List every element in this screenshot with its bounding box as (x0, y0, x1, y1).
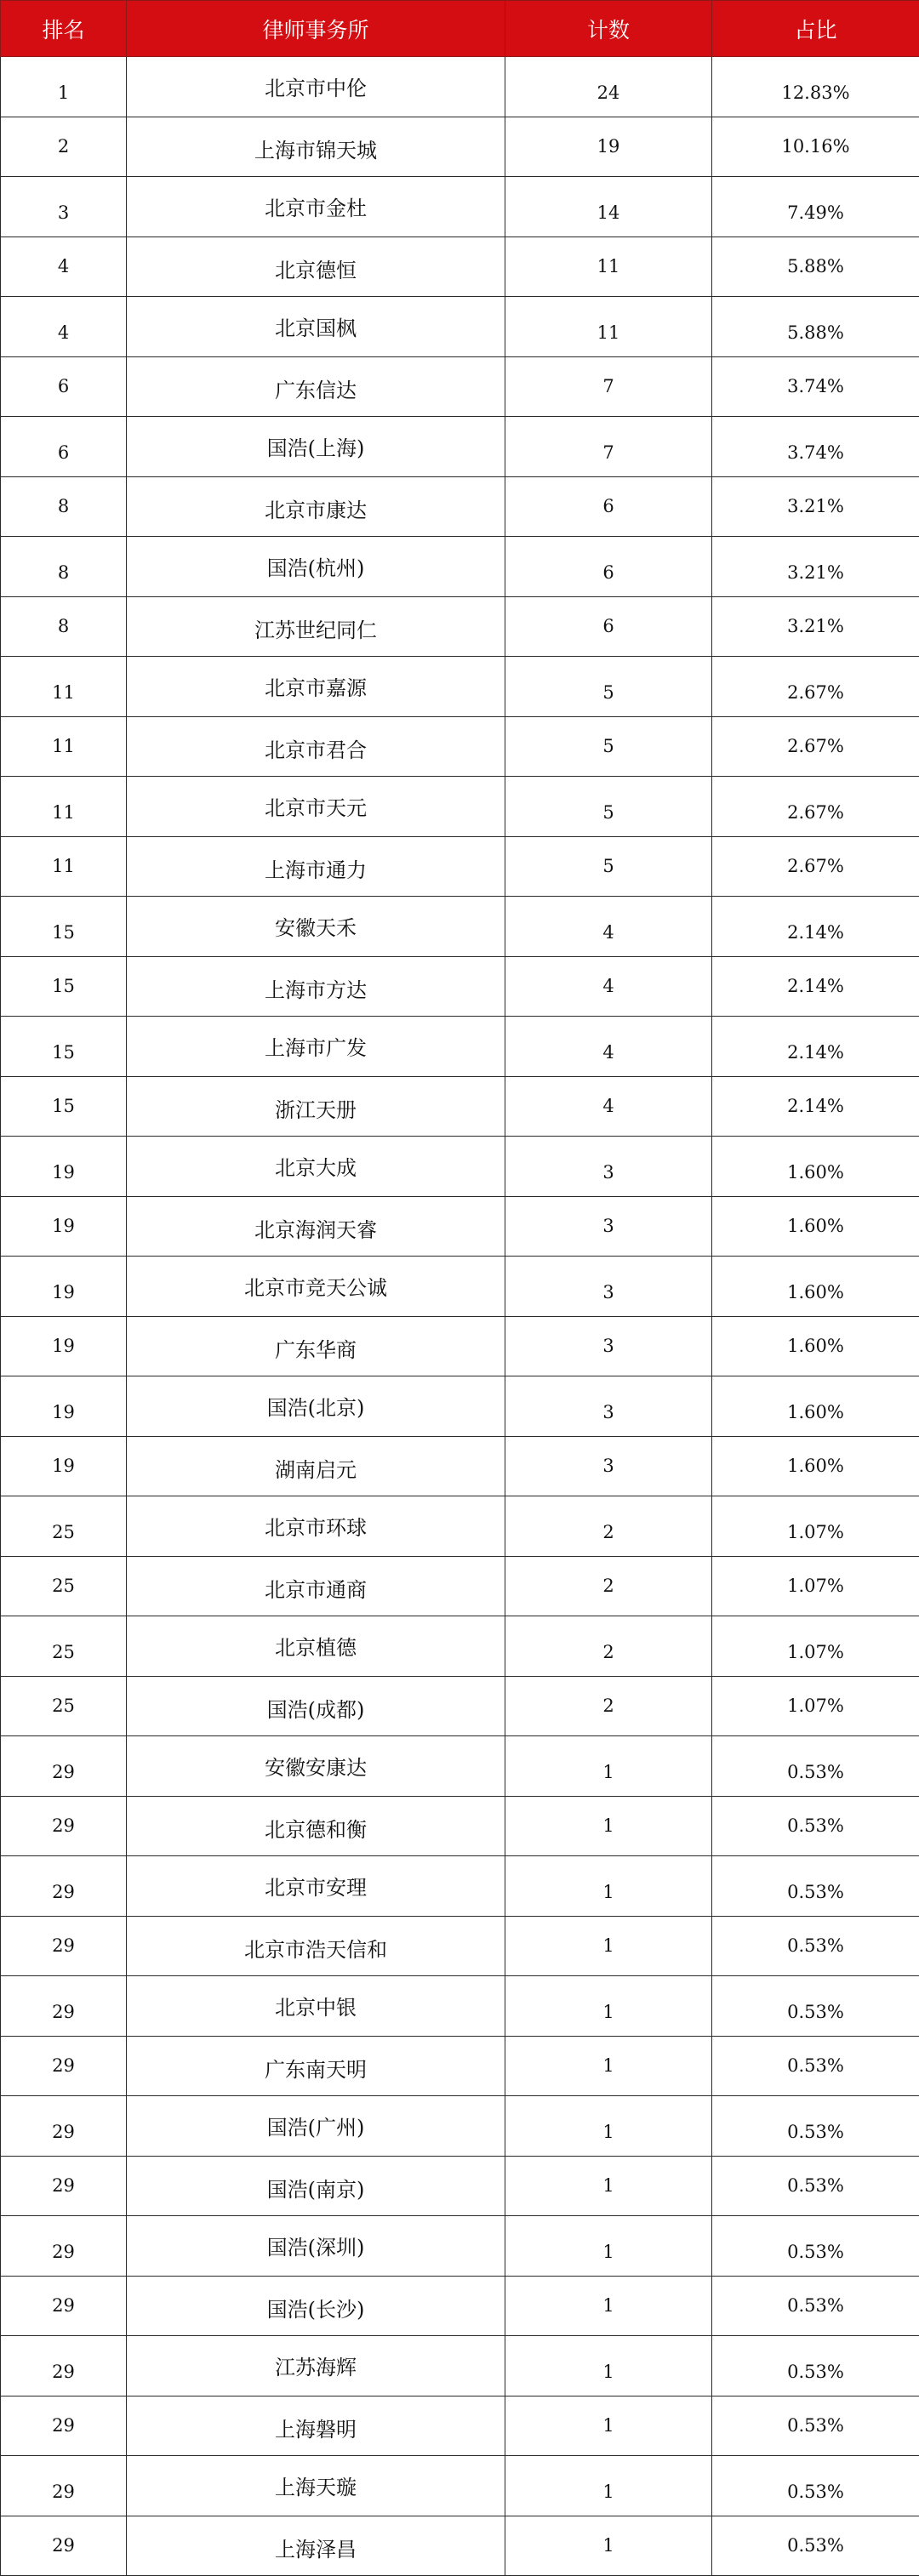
rank-cell: 29 (1, 2516, 127, 2576)
rank-cell: 11 (1, 657, 127, 717)
firm-cell: 上海泽昌 (127, 2516, 505, 2576)
firm-cell: 安徽天禾 (127, 897, 505, 957)
rank-cell: 8 (1, 476, 127, 537)
rank-cell: 3 (1, 177, 127, 237)
table-row (1, 1496, 919, 1557)
count-cell: 2 (505, 1676, 712, 1736)
firm-cell: 上海市方达 (127, 956, 505, 1017)
pct-cell: 0.53% (712, 2156, 919, 2216)
rank-cell: 29 (1, 2336, 127, 2396)
pct-cell: 0.53% (712, 2276, 919, 2336)
count-cell: 5 (505, 836, 712, 897)
rank-cell: 8 (1, 596, 127, 657)
rank-cell: 19 (1, 1376, 127, 1437)
firm-cell: 江苏世纪同仁 (127, 596, 505, 657)
firm-cell: 北京大成 (127, 1137, 505, 1197)
count-cell: 4 (505, 897, 712, 957)
pct-cell: 0.53% (712, 2096, 919, 2157)
rank-cell: 19 (1, 1196, 127, 1257)
pct-cell: 0.53% (712, 2516, 919, 2576)
firm-cell: 国浩(南京) (127, 2156, 505, 2216)
rank-cell: 8 (1, 537, 127, 597)
pct-cell: 0.53% (712, 2336, 919, 2396)
table-row (1, 2156, 919, 2216)
count-cell: 6 (505, 537, 712, 597)
pct-cell: 3.21% (712, 596, 919, 657)
table-row (1, 2276, 919, 2336)
table-row (1, 897, 919, 957)
count-cell: 1 (505, 2276, 712, 2336)
firm-cell: 广东南天明 (127, 2036, 505, 2096)
table-row (1, 57, 919, 117)
rank-cell: 29 (1, 1796, 127, 1856)
table-row (1, 1376, 919, 1437)
table-row (1, 237, 919, 297)
rank-cell: 29 (1, 1916, 127, 1976)
count-cell: 1 (505, 2336, 712, 2396)
table-row (1, 1916, 919, 1976)
rank-cell: 25 (1, 1616, 127, 1677)
pct-cell: 2.67% (712, 716, 919, 777)
pct-cell: 0.53% (712, 1916, 919, 1976)
firm-cell: 上海磐明 (127, 2396, 505, 2456)
rank-cell: 29 (1, 2156, 127, 2216)
count-cell: 1 (505, 2156, 712, 2216)
firm-cell: 北京植德 (127, 1616, 505, 1677)
table-row (1, 716, 919, 777)
pct-cell: 2.14% (712, 1076, 919, 1137)
pct-cell: 7.49% (712, 177, 919, 237)
count-cell: 19 (505, 117, 712, 177)
rank-cell: 19 (1, 1137, 127, 1197)
count-cell: 2 (505, 1496, 712, 1557)
count-cell: 4 (505, 1017, 712, 1077)
count-cell: 6 (505, 596, 712, 657)
firm-cell: 国浩(长沙) (127, 2276, 505, 2336)
table-row (1, 657, 919, 717)
rank-cell: 4 (1, 237, 127, 297)
table-row (1, 297, 919, 357)
rank-cell: 29 (1, 1856, 127, 1917)
table-row (1, 537, 919, 597)
firm-cell: 北京市天元 (127, 777, 505, 837)
table-row (1, 1856, 919, 1917)
firm-cell: 国浩(北京) (127, 1376, 505, 1437)
rank-cell: 29 (1, 2036, 127, 2096)
count-cell: 1 (505, 1976, 712, 2037)
table-row (1, 117, 919, 177)
table-row (1, 1676, 919, 1736)
count-cell: 3 (505, 1316, 712, 1376)
count-cell: 3 (505, 1137, 712, 1197)
rank-cell: 25 (1, 1496, 127, 1557)
firm-cell: 北京海润天睿 (127, 1196, 505, 1257)
table-row (1, 1976, 919, 2037)
table-row (1, 1796, 919, 1856)
firm-cell: 上海天璇 (127, 2456, 505, 2516)
pct-cell: 0.53% (712, 2216, 919, 2277)
table-row (1, 596, 919, 657)
firm-cell: 广东华商 (127, 1316, 505, 1376)
firm-cell: 北京市嘉源 (127, 657, 505, 717)
rank-cell: 11 (1, 716, 127, 777)
pct-cell: 0.53% (712, 2036, 919, 2096)
table-row (1, 1257, 919, 1317)
pct-cell: 1.07% (712, 1496, 919, 1557)
table-body (1, 57, 919, 2576)
pct-cell: 0.53% (712, 2456, 919, 2516)
firm-cell: 北京市竞天公诚 (127, 1257, 505, 1317)
rank-cell: 6 (1, 356, 127, 417)
count-cell: 1 (505, 1916, 712, 1976)
header-rank: 排名 (1, 1, 127, 57)
rank-cell: 25 (1, 1556, 127, 1616)
firm-cell: 北京市康达 (127, 476, 505, 537)
rank-cell: 29 (1, 2396, 127, 2456)
pct-cell: 0.53% (712, 1976, 919, 2037)
rank-cell: 29 (1, 2276, 127, 2336)
firm-cell: 国浩(深圳) (127, 2216, 505, 2277)
firm-cell: 国浩(成都) (127, 1676, 505, 1736)
pct-cell: 2.67% (712, 836, 919, 897)
rank-cell: 19 (1, 1257, 127, 1317)
rank-cell: 11 (1, 836, 127, 897)
count-cell: 4 (505, 956, 712, 1017)
table-row (1, 836, 919, 897)
count-cell: 2 (505, 1616, 712, 1677)
table-row (1, 2336, 919, 2396)
count-cell: 1 (505, 2456, 712, 2516)
firm-cell: 北京市君合 (127, 716, 505, 777)
pct-cell: 5.88% (712, 297, 919, 357)
count-cell: 11 (505, 297, 712, 357)
firm-cell: 北京德和衡 (127, 1796, 505, 1856)
pct-cell: 1.60% (712, 1196, 919, 1257)
pct-cell: 2.14% (712, 956, 919, 1017)
pct-cell: 3.74% (712, 356, 919, 417)
firm-cell: 上海市通力 (127, 836, 505, 897)
count-cell: 4 (505, 1076, 712, 1137)
pct-cell: 5.88% (712, 237, 919, 297)
firm-cell: 上海市锦天城 (127, 117, 505, 177)
table-row (1, 1137, 919, 1197)
pct-cell: 2.67% (712, 657, 919, 717)
header-firm: 律师事务所 (127, 1, 505, 57)
table-row (1, 1556, 919, 1616)
table-row (1, 2216, 919, 2277)
pct-cell: 3.74% (712, 417, 919, 477)
table-row (1, 1196, 919, 1257)
rank-cell: 2 (1, 117, 127, 177)
count-cell: 1 (505, 2216, 712, 2277)
table-row (1, 1316, 919, 1376)
rank-cell: 29 (1, 2096, 127, 2157)
pct-cell: 2.14% (712, 1017, 919, 1077)
pct-cell: 0.53% (712, 2396, 919, 2456)
pct-cell: 0.53% (712, 1796, 919, 1856)
rank-cell: 29 (1, 1736, 127, 1797)
pct-cell: 1.07% (712, 1676, 919, 1736)
count-cell: 5 (505, 716, 712, 777)
pct-cell: 0.53% (712, 1736, 919, 1797)
firm-cell: 北京市中伦 (127, 57, 505, 117)
rank-cell: 15 (1, 956, 127, 1017)
pct-cell: 3.21% (712, 537, 919, 597)
pct-cell: 1.60% (712, 1316, 919, 1376)
pct-cell: 1.60% (712, 1257, 919, 1317)
table-row (1, 476, 919, 537)
firm-cell: 国浩(上海) (127, 417, 505, 477)
count-cell: 5 (505, 777, 712, 837)
rank-cell: 29 (1, 2456, 127, 2516)
rank-cell: 15 (1, 1076, 127, 1137)
pct-cell: 2.67% (712, 777, 919, 837)
table-row (1, 1076, 919, 1137)
count-cell: 1 (505, 1796, 712, 1856)
firm-cell: 广东信达 (127, 356, 505, 417)
count-cell: 1 (505, 2036, 712, 2096)
count-cell: 5 (505, 657, 712, 717)
pct-cell: 3.21% (712, 476, 919, 537)
firm-cell: 浙江天册 (127, 1076, 505, 1137)
pct-cell: 1.60% (712, 1376, 919, 1437)
table-row (1, 1436, 919, 1496)
firm-cell: 北京市安理 (127, 1856, 505, 1917)
rank-cell: 6 (1, 417, 127, 477)
count-cell: 3 (505, 1376, 712, 1437)
table-row (1, 417, 919, 477)
pct-cell: 0.53% (712, 1856, 919, 1917)
table-header (1, 1, 919, 57)
table-row (1, 2096, 919, 2157)
count-cell: 3 (505, 1196, 712, 1257)
firm-cell: 北京市金杜 (127, 177, 505, 237)
firm-cell: 国浩(杭州) (127, 537, 505, 597)
table-row (1, 2396, 919, 2456)
table-row (1, 356, 919, 417)
rank-cell: 19 (1, 1316, 127, 1376)
count-cell: 1 (505, 2096, 712, 2157)
rank-cell: 19 (1, 1436, 127, 1496)
table-row (1, 2456, 919, 2516)
count-cell: 3 (505, 1257, 712, 1317)
count-cell: 24 (505, 57, 712, 117)
pct-cell: 10.16% (712, 117, 919, 177)
firm-cell: 江苏海辉 (127, 2336, 505, 2396)
count-cell: 7 (505, 417, 712, 477)
firm-cell: 北京市环球 (127, 1496, 505, 1557)
rank-cell: 29 (1, 1976, 127, 2037)
count-cell: 1 (505, 1736, 712, 1797)
firm-cell: 国浩(广州) (127, 2096, 505, 2157)
table-row (1, 2036, 919, 2096)
count-cell: 1 (505, 2396, 712, 2456)
pct-cell: 1.60% (712, 1436, 919, 1496)
rank-cell: 15 (1, 1017, 127, 1077)
firm-cell: 北京中银 (127, 1976, 505, 2037)
count-cell: 6 (505, 476, 712, 537)
rank-cell: 29 (1, 2216, 127, 2277)
table-row (1, 956, 919, 1017)
rank-cell: 15 (1, 897, 127, 957)
pct-cell: 1.60% (712, 1137, 919, 1197)
table-row (1, 777, 919, 837)
rank-cell: 4 (1, 297, 127, 357)
count-cell: 1 (505, 1856, 712, 1917)
rank-cell: 11 (1, 777, 127, 837)
firm-cell: 北京德恒 (127, 237, 505, 297)
firm-cell: 北京国枫 (127, 297, 505, 357)
table-row (1, 1736, 919, 1797)
pct-cell: 12.83% (712, 57, 919, 117)
count-cell: 14 (505, 177, 712, 237)
header-row (1, 1, 919, 57)
header-pct: 占比 (712, 1, 919, 57)
table-row (1, 2516, 919, 2576)
firm-cell: 北京市浩天信和 (127, 1916, 505, 1976)
table-row (1, 1616, 919, 1677)
pct-cell: 2.14% (712, 897, 919, 957)
count-cell: 7 (505, 356, 712, 417)
table-row (1, 177, 919, 237)
header-count: 计数 (505, 1, 712, 57)
firm-cell: 上海市广发 (127, 1017, 505, 1077)
table-row (1, 1017, 919, 1077)
count-cell: 3 (505, 1436, 712, 1496)
rank-cell: 25 (1, 1676, 127, 1736)
firm-cell: 湖南启元 (127, 1436, 505, 1496)
firm-cell: 北京市通商 (127, 1556, 505, 1616)
count-cell: 1 (505, 2516, 712, 2576)
count-cell: 11 (505, 237, 712, 297)
count-cell: 2 (505, 1556, 712, 1616)
pct-cell: 1.07% (712, 1616, 919, 1677)
rank-cell: 1 (1, 57, 127, 117)
pct-cell: 1.07% (712, 1556, 919, 1616)
firm-cell: 安徽安康达 (127, 1736, 505, 1797)
